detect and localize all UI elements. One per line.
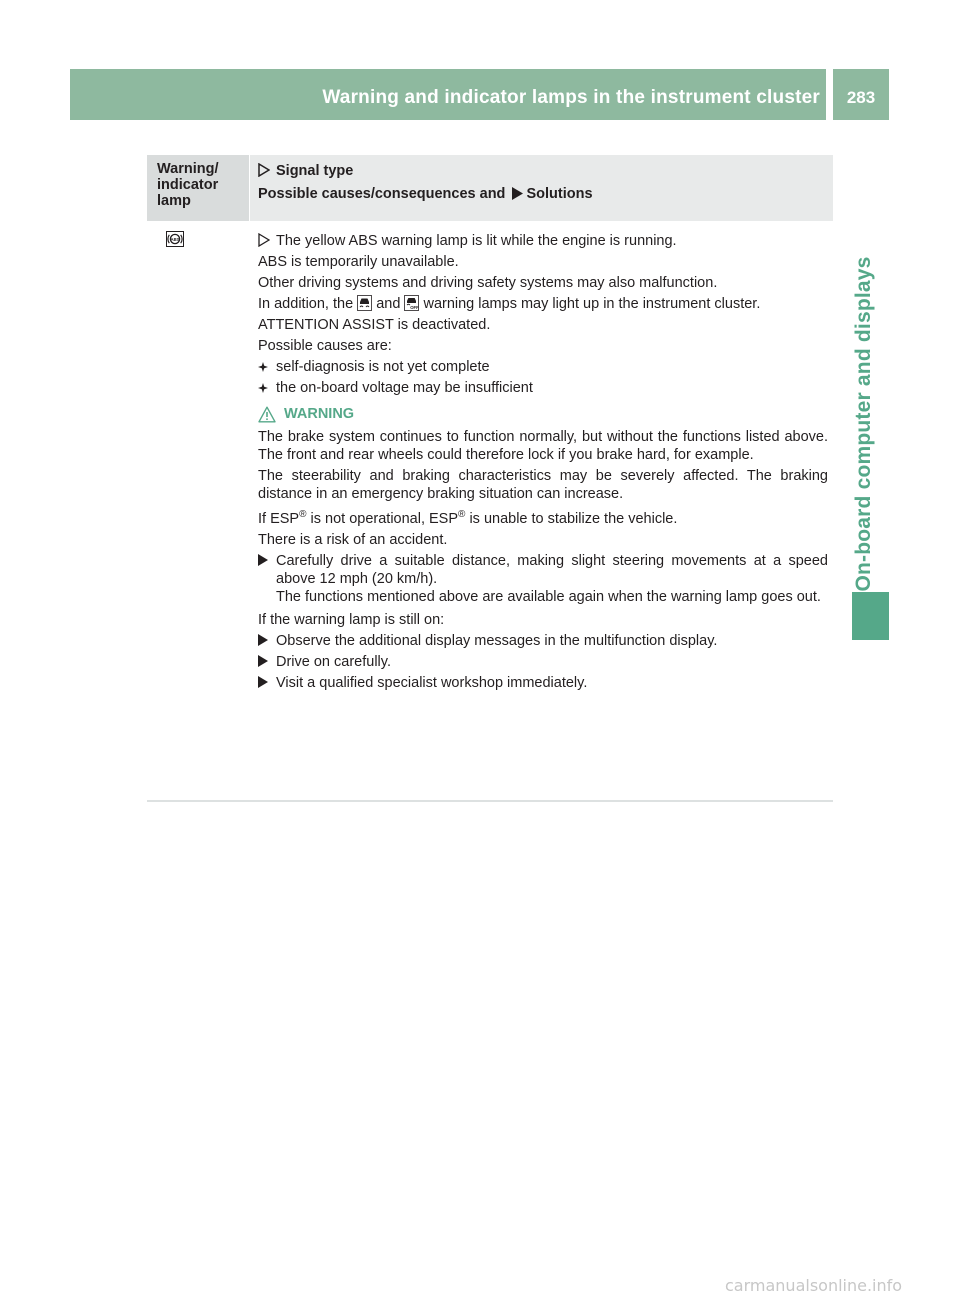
warning-text: If ESP® is not operational, ESP® is unable to stabilize the vehicle. [258,509,678,527]
esp-off-icon [404,295,419,311]
warning-text: The steerability and braking characteristics may be severely affected. The braking distance in an emergency braking situation can increase. [258,468,828,502]
action-step: Observe the additional display messages in the multifunction display. [258,632,828,650]
list-item: self-diagnosis is not yet complete [258,358,828,376]
action-arrow-icon [258,554,268,566]
paragraph: ATTENTION ASSIST is deactivated. [258,317,491,333]
action-step: Drive on carefully. [258,653,828,671]
bullet-icon [258,383,268,393]
signal-line: The yellow ABS warning lamp is lit while the engine is running. [258,232,828,250]
paragraph: If the warning lamp is still on: [258,612,445,628]
page-number: 283 [846,88,876,107]
warning-triangle-icon [258,406,276,423]
footer-watermark[interactable]: carmanualsonline.info [725,1276,903,1295]
signal-play-icon [258,163,270,177]
action-arrow-icon [258,676,268,688]
warning-text: There is a risk of an accident. [258,532,448,548]
section-side-label: On-board computer and displays [852,256,875,592]
col-header-solutions: Possible causes/consequences and Solutions [258,186,593,202]
section-side-block [852,592,889,640]
action-step: Carefully drive a suitable distance, making slight steering movements at a speed above 12 mph (20 km/h). The functions mentioned above are available again when the warning lamp goes out. [258,552,828,606]
warning-heading: WARNING [258,405,828,423]
col-header-lamp: Warning/ indicator lamp [157,161,219,209]
col-header-signal-type: Signal type [258,163,353,179]
bullet-icon [258,362,268,372]
paragraph: ABS is temporarily unavailable. [258,254,459,270]
paragraph: In addition, the and OFF warning lamps may light up in the instrument cluster. [258,296,761,312]
action-arrow-icon [258,655,268,667]
warning-text: The brake system continues to function normally, but without the functions listed above. The front and rear wheels could therefore lock if you brake hard, for example. [258,429,828,463]
action-arrow-icon [258,634,268,646]
svg-text:OFF: OFF [410,304,420,310]
table-bottom-rule [147,800,833,802]
paragraph: Other driving systems and driving safety systems may also malfunction. [258,275,718,291]
action-arrow-icon [512,187,523,200]
action-step: Visit a qualified specialist workshop immediately. [258,674,828,692]
skid-car-icon [357,295,372,311]
svg-text:ABS: ABS [170,236,180,242]
signal-play-icon [258,233,270,247]
abs-warning-lamp-icon [166,231,184,252]
paragraph: Possible causes are: [258,338,392,354]
page-header-title: Warning and indicator lamps in the instrument cluster [322,87,820,108]
list-item: the on-board voltage may be insufficient [258,379,828,397]
lamp-description [258,232,828,695]
